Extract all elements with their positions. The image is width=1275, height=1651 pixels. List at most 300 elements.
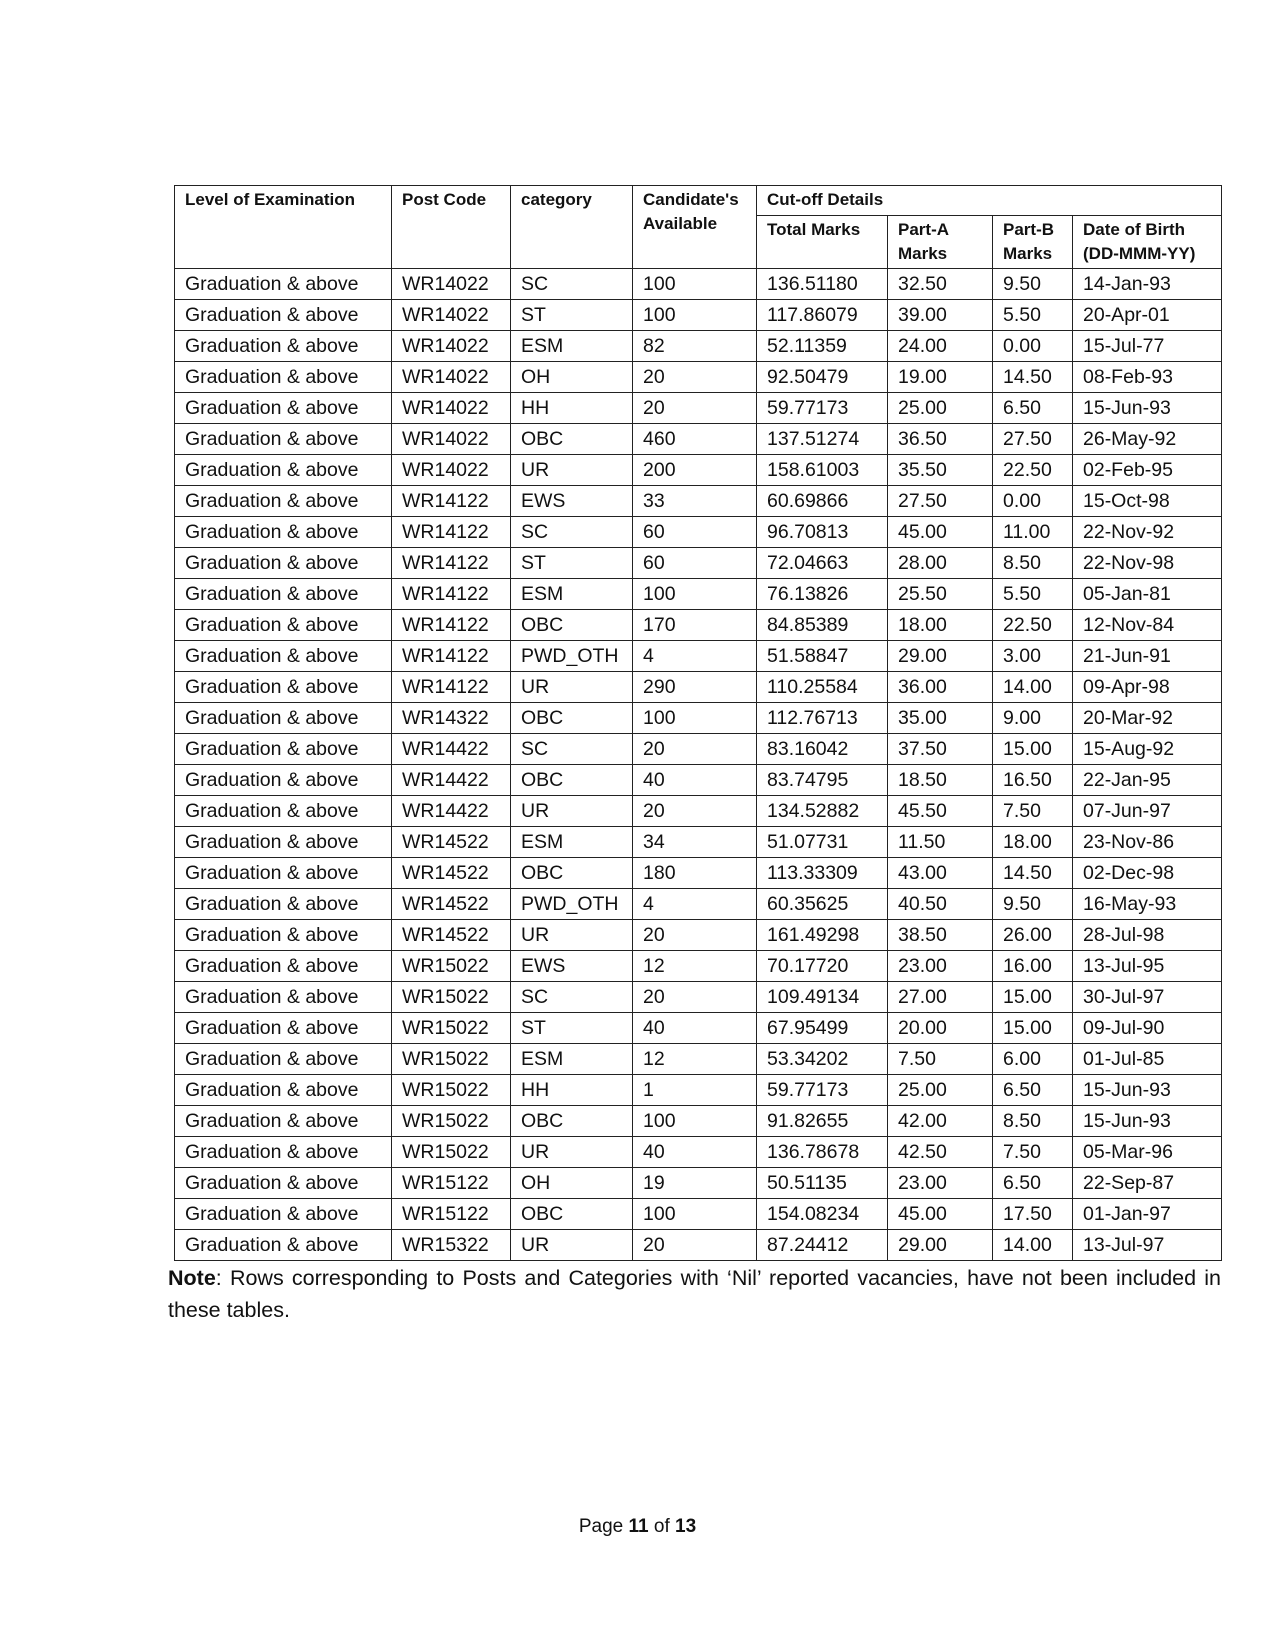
level-cell: Graduation & above (175, 827, 392, 858)
total-marks-cell: 51.07731 (757, 827, 888, 858)
total-marks-cell: 51.58847 (757, 641, 888, 672)
dob-cell: 15-Aug-92 (1073, 734, 1222, 765)
table-row (175, 610, 1222, 641)
part-a-cell: 32.50 (888, 269, 993, 300)
post-code-cell: WR15022 (392, 951, 511, 982)
part-b-cell: 15.00 (993, 982, 1073, 1013)
table-row (175, 672, 1222, 703)
table-row (175, 548, 1222, 579)
part-a-cell: 35.50 (888, 455, 993, 486)
table-row (175, 331, 1222, 362)
header-dob-line1: Date of Birth (1083, 220, 1185, 239)
total-marks-cell: 67.95499 (757, 1013, 888, 1044)
part-a-cell: 42.50 (888, 1137, 993, 1168)
part-a-cell: 36.00 (888, 672, 993, 703)
part-b-cell: 14.50 (993, 362, 1073, 393)
post-code-cell: WR14522 (392, 827, 511, 858)
post-code-cell: WR14122 (392, 517, 511, 548)
part-b-cell: 6.00 (993, 1044, 1073, 1075)
post-code-cell: WR14022 (392, 269, 511, 300)
part-b-cell: 15.00 (993, 734, 1073, 765)
table-row (175, 424, 1222, 455)
part-a-cell: 27.00 (888, 982, 993, 1013)
table-row (175, 889, 1222, 920)
category-cell: UR (511, 920, 633, 951)
part-a-cell: 45.00 (888, 517, 993, 548)
part-b-cell: 8.50 (993, 1106, 1073, 1137)
dob-cell: 15-Jun-93 (1073, 1106, 1222, 1137)
part-a-cell: 36.50 (888, 424, 993, 455)
level-cell: Graduation & above (175, 1075, 392, 1106)
part-a-cell: 39.00 (888, 300, 993, 331)
level-cell: Graduation & above (175, 889, 392, 920)
part-b-cell: 5.50 (993, 579, 1073, 610)
candidates-cell: 82 (633, 331, 757, 362)
category-cell: SC (511, 269, 633, 300)
table-row (175, 579, 1222, 610)
category-cell: SC (511, 517, 633, 548)
level-cell: Graduation & above (175, 1168, 392, 1199)
dob-cell: 16-May-93 (1073, 889, 1222, 920)
table-row (175, 362, 1222, 393)
part-a-cell: 20.00 (888, 1013, 993, 1044)
post-code-cell: WR15022 (392, 982, 511, 1013)
post-code-cell: WR15022 (392, 1137, 511, 1168)
cutoff-table (174, 185, 1222, 1261)
dob-cell: 13-Jul-97 (1073, 1230, 1222, 1261)
part-b-cell: 5.50 (993, 300, 1073, 331)
table-body (175, 269, 1222, 1261)
table-row (175, 1168, 1222, 1199)
part-b-cell: 26.00 (993, 920, 1073, 951)
level-cell: Graduation & above (175, 455, 392, 486)
part-b-cell: 18.00 (993, 827, 1073, 858)
part-b-cell: 22.50 (993, 455, 1073, 486)
candidates-cell: 20 (633, 920, 757, 951)
dob-cell: 15-Jun-93 (1073, 393, 1222, 424)
table-row (175, 1075, 1222, 1106)
post-code-cell: WR15122 (392, 1168, 511, 1199)
total-marks-cell: 52.11359 (757, 331, 888, 362)
part-a-cell: 38.50 (888, 920, 993, 951)
part-a-cell: 19.00 (888, 362, 993, 393)
part-b-cell: 7.50 (993, 1137, 1073, 1168)
dob-cell: 30-Jul-97 (1073, 982, 1222, 1013)
part-a-cell: 35.00 (888, 703, 993, 734)
post-code-cell: WR14122 (392, 486, 511, 517)
part-a-cell: 29.00 (888, 641, 993, 672)
level-cell: Graduation & above (175, 1013, 392, 1044)
part-a-cell: 23.00 (888, 1168, 993, 1199)
part-a-cell: 29.00 (888, 1230, 993, 1261)
candidates-cell: 170 (633, 610, 757, 641)
total-marks-cell: 136.78678 (757, 1137, 888, 1168)
part-b-cell: 0.00 (993, 486, 1073, 517)
level-cell: Graduation & above (175, 1044, 392, 1075)
table-row (175, 517, 1222, 548)
total-marks-cell: 59.77173 (757, 393, 888, 424)
part-b-cell: 17.50 (993, 1199, 1073, 1230)
dob-cell: 05-Jan-81 (1073, 579, 1222, 610)
page-current: 11 (628, 1516, 649, 1537)
dob-cell: 12-Nov-84 (1073, 610, 1222, 641)
candidates-cell: 34 (633, 827, 757, 858)
total-marks-cell: 158.61003 (757, 455, 888, 486)
table-row (175, 1137, 1222, 1168)
table-row (175, 734, 1222, 765)
total-marks-cell: 59.77173 (757, 1075, 888, 1106)
part-b-cell: 6.50 (993, 393, 1073, 424)
dob-cell: 21-Jun-91 (1073, 641, 1222, 672)
level-cell: Graduation & above (175, 641, 392, 672)
part-b-cell: 6.50 (993, 1168, 1073, 1199)
table-row (175, 796, 1222, 827)
table-row (175, 951, 1222, 982)
post-code-cell: WR14022 (392, 331, 511, 362)
dob-cell: 15-Jun-93 (1073, 1075, 1222, 1106)
header-candidates-available (633, 186, 757, 269)
level-cell: Graduation & above (175, 920, 392, 951)
category-cell: SC (511, 982, 633, 1013)
category-cell: ST (511, 300, 633, 331)
candidates-cell: 20 (633, 796, 757, 827)
dob-cell: 07-Jun-97 (1073, 796, 1222, 827)
part-b-cell: 9.50 (993, 269, 1073, 300)
post-code-cell: WR14122 (392, 672, 511, 703)
dob-cell: 20-Mar-92 (1073, 703, 1222, 734)
level-cell: Graduation & above (175, 672, 392, 703)
part-b-cell: 0.00 (993, 331, 1073, 362)
category-cell: OH (511, 1168, 633, 1199)
candidates-cell: 4 (633, 889, 757, 920)
category-cell: HH (511, 1075, 633, 1106)
header-post-code: Post Code (392, 186, 511, 269)
category-cell: UR (511, 796, 633, 827)
total-marks-cell: 134.52882 (757, 796, 888, 827)
part-b-cell: 7.50 (993, 796, 1073, 827)
candidates-cell: 4 (633, 641, 757, 672)
category-cell: HH (511, 393, 633, 424)
category-cell: PWD_OTH (511, 889, 633, 920)
candidates-cell: 100 (633, 1199, 757, 1230)
part-a-cell: 11.50 (888, 827, 993, 858)
dob-cell: 09-Apr-98 (1073, 672, 1222, 703)
table-row (175, 393, 1222, 424)
total-marks-cell: 76.13826 (757, 579, 888, 610)
candidates-cell: 100 (633, 300, 757, 331)
post-code-cell: WR14422 (392, 765, 511, 796)
candidates-cell: 20 (633, 982, 757, 1013)
post-code-cell: WR14422 (392, 796, 511, 827)
candidates-cell: 19 (633, 1168, 757, 1199)
level-cell: Graduation & above (175, 424, 392, 455)
part-a-cell: 23.00 (888, 951, 993, 982)
level-cell: Graduation & above (175, 734, 392, 765)
dob-cell: 22-Sep-87 (1073, 1168, 1222, 1199)
page-middle: of (648, 1516, 675, 1537)
dob-cell: 09-Jul-90 (1073, 1013, 1222, 1044)
part-b-cell: 14.00 (993, 1230, 1073, 1261)
total-marks-cell: 117.86079 (757, 300, 888, 331)
dob-cell: 08-Feb-93 (1073, 362, 1222, 393)
candidates-cell: 20 (633, 734, 757, 765)
total-marks-cell: 83.16042 (757, 734, 888, 765)
part-b-cell: 15.00 (993, 1013, 1073, 1044)
part-a-cell: 24.00 (888, 331, 993, 362)
level-cell: Graduation & above (175, 1106, 392, 1137)
table-row (175, 455, 1222, 486)
candidates-cell: 460 (633, 424, 757, 455)
level-cell: Graduation & above (175, 1199, 392, 1230)
header-date-of-birth (1073, 216, 1222, 269)
category-cell: OBC (511, 424, 633, 455)
part-a-cell: 42.00 (888, 1106, 993, 1137)
header-dob-line2: (DD-MMM-YY) (1083, 244, 1196, 263)
category-cell: ESM (511, 1044, 633, 1075)
total-marks-cell: 87.24412 (757, 1230, 888, 1261)
part-a-cell: 45.00 (888, 1199, 993, 1230)
level-cell: Graduation & above (175, 796, 392, 827)
dob-cell: 15-Jul-77 (1073, 331, 1222, 362)
level-cell: Graduation & above (175, 858, 392, 889)
dob-cell: 22-Nov-98 (1073, 548, 1222, 579)
category-cell: UR (511, 1230, 633, 1261)
part-a-cell: 43.00 (888, 858, 993, 889)
dob-cell: 20-Apr-01 (1073, 300, 1222, 331)
total-marks-cell: 161.49298 (757, 920, 888, 951)
part-b-cell: 9.00 (993, 703, 1073, 734)
candidates-cell: 100 (633, 269, 757, 300)
level-cell: Graduation & above (175, 517, 392, 548)
header-category: category (511, 186, 633, 269)
part-a-cell: 25.50 (888, 579, 993, 610)
page-prefix: Page (578, 1516, 629, 1537)
category-cell: ESM (511, 579, 633, 610)
dob-cell: 05-Mar-96 (1073, 1137, 1222, 1168)
part-b-cell: 9.50 (993, 889, 1073, 920)
total-marks-cell: 96.70813 (757, 517, 888, 548)
post-code-cell: WR15022 (392, 1075, 511, 1106)
table-row (175, 641, 1222, 672)
header-part-a-marks (888, 216, 993, 269)
category-cell: EWS (511, 486, 633, 517)
total-marks-cell: 60.69866 (757, 486, 888, 517)
page-footer (0, 1516, 1275, 1538)
category-cell: UR (511, 455, 633, 486)
part-a-cell: 27.50 (888, 486, 993, 517)
part-a-cell: 25.00 (888, 1075, 993, 1106)
dob-cell: 23-Nov-86 (1073, 827, 1222, 858)
category-cell: ST (511, 548, 633, 579)
candidates-cell: 20 (633, 362, 757, 393)
level-cell: Graduation & above (175, 362, 392, 393)
table-row (175, 269, 1222, 300)
dob-cell: 22-Jan-95 (1073, 765, 1222, 796)
dob-cell: 28-Jul-98 (1073, 920, 1222, 951)
part-a-cell: 25.00 (888, 393, 993, 424)
level-cell: Graduation & above (175, 486, 392, 517)
post-code-cell: WR14122 (392, 579, 511, 610)
note-text: : Rows corresponding to Posts and Categories with ‘Nil’ reported vacancies, have not been included in these tables. (168, 1266, 1221, 1322)
category-cell: OBC (511, 765, 633, 796)
part-a-cell: 18.50 (888, 765, 993, 796)
level-cell: Graduation & above (175, 703, 392, 734)
table-row (175, 982, 1222, 1013)
candidates-cell: 33 (633, 486, 757, 517)
level-cell: Graduation & above (175, 765, 392, 796)
table-header (175, 186, 1222, 269)
table-row (175, 300, 1222, 331)
header-total-marks: Total Marks (757, 216, 888, 269)
level-cell: Graduation & above (175, 579, 392, 610)
post-code-cell: WR14422 (392, 734, 511, 765)
total-marks-cell: 53.34202 (757, 1044, 888, 1075)
total-marks-cell: 83.74795 (757, 765, 888, 796)
post-code-cell: WR14022 (392, 362, 511, 393)
header-level: Level of Examination (175, 186, 392, 269)
post-code-cell: WR14122 (392, 548, 511, 579)
part-b-cell: 16.50 (993, 765, 1073, 796)
header-part-b-line1: Part-B (1003, 220, 1055, 239)
category-cell: OH (511, 362, 633, 393)
post-code-cell: WR14322 (392, 703, 511, 734)
candidates-cell: 100 (633, 703, 757, 734)
header-candidates-line2: Available (643, 214, 718, 233)
dob-cell: 02-Dec-98 (1073, 858, 1222, 889)
category-cell: ESM (511, 331, 633, 362)
category-cell: ST (511, 1013, 633, 1044)
total-marks-cell: 50.51135 (757, 1168, 888, 1199)
table-row (175, 1013, 1222, 1044)
part-b-cell: 6.50 (993, 1075, 1073, 1106)
dob-cell: 02-Feb-95 (1073, 455, 1222, 486)
total-marks-cell: 110.25584 (757, 672, 888, 703)
post-code-cell: WR15022 (392, 1106, 511, 1137)
level-cell: Graduation & above (175, 393, 392, 424)
level-cell: Graduation & above (175, 951, 392, 982)
candidates-cell: 12 (633, 1044, 757, 1075)
dob-cell: 14-Jan-93 (1073, 269, 1222, 300)
dob-cell: 22-Nov-92 (1073, 517, 1222, 548)
total-marks-cell: 70.17720 (757, 951, 888, 982)
candidates-cell: 60 (633, 517, 757, 548)
category-cell: UR (511, 1137, 633, 1168)
post-code-cell: WR15122 (392, 1199, 511, 1230)
level-cell: Graduation & above (175, 269, 392, 300)
category-cell: OBC (511, 1106, 633, 1137)
category-cell: EWS (511, 951, 633, 982)
part-b-cell: 22.50 (993, 610, 1073, 641)
post-code-cell: WR14122 (392, 641, 511, 672)
part-a-cell: 45.50 (888, 796, 993, 827)
candidates-cell: 40 (633, 765, 757, 796)
header-part-a-line2: Marks (898, 244, 948, 263)
candidates-cell: 40 (633, 1013, 757, 1044)
part-b-cell: 27.50 (993, 424, 1073, 455)
post-code-cell: WR15022 (392, 1013, 511, 1044)
part-a-cell: 7.50 (888, 1044, 993, 1075)
dob-cell: 26-May-92 (1073, 424, 1222, 455)
level-cell: Graduation & above (175, 610, 392, 641)
category-cell: OBC (511, 1199, 633, 1230)
level-cell: Graduation & above (175, 300, 392, 331)
page-total: 13 (675, 1516, 697, 1537)
table-row (175, 920, 1222, 951)
post-code-cell: WR14022 (392, 455, 511, 486)
header-part-a-line1: Part-A (898, 220, 950, 239)
category-cell: OBC (511, 703, 633, 734)
post-code-cell: WR15022 (392, 1044, 511, 1075)
part-b-cell: 3.00 (993, 641, 1073, 672)
post-code-cell: WR14022 (392, 393, 511, 424)
total-marks-cell: 113.33309 (757, 858, 888, 889)
post-code-cell: WR15322 (392, 1230, 511, 1261)
total-marks-cell: 136.51180 (757, 269, 888, 300)
candidates-cell: 1 (633, 1075, 757, 1106)
post-code-cell: WR14522 (392, 920, 511, 951)
dob-cell: 01-Jul-85 (1073, 1044, 1222, 1075)
header-part-b-line2: Marks (1003, 244, 1053, 263)
dob-cell: 01-Jan-97 (1073, 1199, 1222, 1230)
level-cell: Graduation & above (175, 331, 392, 362)
header-candidates-line1: Candidate's (643, 190, 739, 209)
candidates-cell: 40 (633, 1137, 757, 1168)
candidates-cell: 100 (633, 579, 757, 610)
candidates-cell: 20 (633, 1230, 757, 1261)
total-marks-cell: 60.35625 (757, 889, 888, 920)
part-b-cell: 14.50 (993, 858, 1073, 889)
table-row (175, 486, 1222, 517)
total-marks-cell: 72.04663 (757, 548, 888, 579)
part-b-cell: 14.00 (993, 672, 1073, 703)
header-part-b-marks (993, 216, 1073, 269)
part-b-cell: 11.00 (993, 517, 1073, 548)
table-row (175, 1199, 1222, 1230)
post-code-cell: WR14022 (392, 300, 511, 331)
part-b-cell: 8.50 (993, 548, 1073, 579)
candidates-cell: 12 (633, 951, 757, 982)
candidates-cell: 60 (633, 548, 757, 579)
total-marks-cell: 109.49134 (757, 982, 888, 1013)
category-cell: PWD_OTH (511, 641, 633, 672)
table-row (175, 1230, 1222, 1261)
table-row (175, 1106, 1222, 1137)
post-code-cell: WR14022 (392, 424, 511, 455)
table-row (175, 1044, 1222, 1075)
table-row (175, 858, 1222, 889)
note-label: Note (168, 1266, 216, 1290)
candidates-cell: 180 (633, 858, 757, 889)
part-a-cell: 28.00 (888, 548, 993, 579)
total-marks-cell: 92.50479 (757, 362, 888, 393)
note-paragraph (168, 1262, 1221, 1326)
level-cell: Graduation & above (175, 982, 392, 1013)
part-a-cell: 40.50 (888, 889, 993, 920)
category-cell: SC (511, 734, 633, 765)
post-code-cell: WR14522 (392, 858, 511, 889)
category-cell: OBC (511, 610, 633, 641)
candidates-cell: 20 (633, 393, 757, 424)
table-row (175, 765, 1222, 796)
post-code-cell: WR14122 (392, 610, 511, 641)
candidates-cell: 100 (633, 1106, 757, 1137)
total-marks-cell: 91.82655 (757, 1106, 888, 1137)
part-a-cell: 37.50 (888, 734, 993, 765)
table-row (175, 703, 1222, 734)
header-cutoff-details: Cut-off Details (757, 186, 1222, 216)
category-cell: OBC (511, 858, 633, 889)
category-cell: ESM (511, 827, 633, 858)
